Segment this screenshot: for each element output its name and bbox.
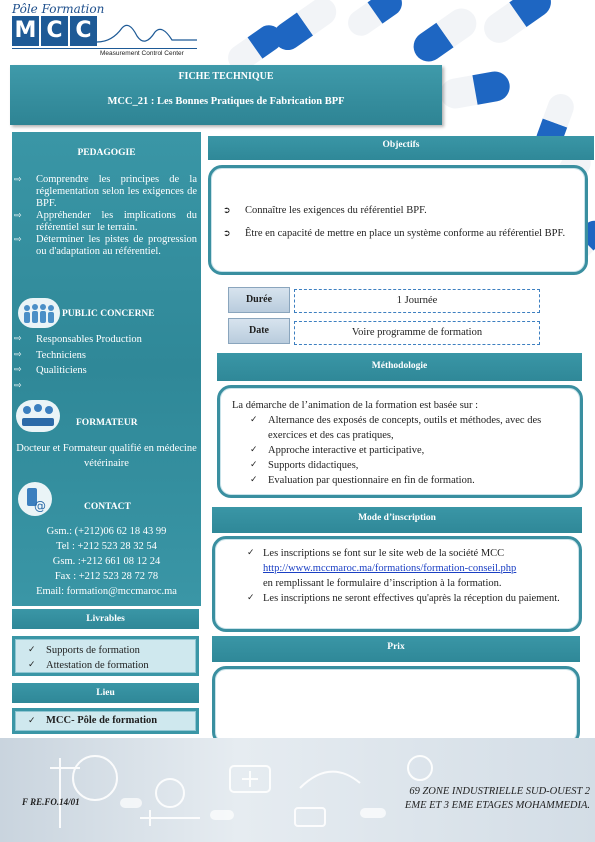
address-line-2: EME ET 3 EME ETAGES MOHAMMEDIA. <box>404 800 590 811</box>
arrow-icon: ⇨ <box>14 175 22 185</box>
methodologie-title: Méthodologie <box>217 353 582 381</box>
contact-fax: Fax : +212 523 28 72 78 <box>54 571 159 582</box>
list-item: ⇨ Techniciens <box>14 348 197 364</box>
public-list <box>14 332 197 391</box>
inscription-box <box>212 536 582 632</box>
arrow-icon: ⇨ <box>14 380 22 391</box>
footer-address <box>355 785 590 813</box>
check-icon: ✓ <box>250 415 258 425</box>
contact-icon <box>18 482 52 516</box>
list-item: ⇨ Qualiticiens <box>14 363 197 379</box>
list-item: ⇨ Responsables Production <box>14 332 197 348</box>
pedagogie-list <box>14 174 197 258</box>
date-value: Voire programme de formation <box>294 321 540 345</box>
livrables-title: Livrables <box>12 609 199 629</box>
livrables-list <box>16 640 195 673</box>
list-item: ✓ Les inscriptions ne seront effectives qu'après la réception du paiement. <box>247 593 560 604</box>
list-item: ➲ Être en capacité de mettre en place un système conforme au référentiel BPF. <box>217 224 573 244</box>
objectifs-box <box>208 165 588 275</box>
logo-letter: C <box>41 16 68 46</box>
list-item: ✓ Supports didactiques, <box>250 460 359 471</box>
objectifs-list <box>211 168 585 244</box>
arrow-icon: ⇨ <box>14 334 22 344</box>
formateur-text: Docteur et Formateur qualifié en médecine vétérinaire <box>16 443 197 469</box>
contact-block <box>16 524 197 599</box>
arrow-icon: ⇨ <box>14 349 22 360</box>
methodologie-list <box>220 413 580 488</box>
inscription-link[interactable]: http://www.mccmaroc.ma/formations/formation-conseil.php <box>263 563 517 574</box>
check-icon: ✓ <box>247 548 255 558</box>
people-icon <box>18 298 60 328</box>
contact-gsm-2: Gsm. :+212 661 08 12 24 <box>52 556 161 567</box>
list-item: ⇨ Déterminer les pistes de progression ou d'adaptation au référentiel. <box>14 234 197 257</box>
check-icon: ✓ <box>28 645 36 655</box>
lieu-box <box>12 708 199 734</box>
list-item: ✓ Attestation de formation <box>28 660 149 671</box>
methodologie-intro: La démarche de l’animation de la formation est basée sur : <box>232 400 479 411</box>
list-item: ✓ Les inscriptions se font sur le site web de la société MCC http://www.mccmaroc.ma/formations/formation-conseil.php en remplissant le formulaire d’inscription à la formation. <box>247 548 517 589</box>
date-label: Date <box>228 318 290 344</box>
lieu-title: Lieu <box>12 683 199 703</box>
arrow-icon: ⇨ <box>14 211 22 221</box>
inscription-title: Mode d’inscription <box>212 507 582 533</box>
check-icon: ✓ <box>28 716 36 726</box>
svg-text:@: @ <box>34 499 46 513</box>
list-item: ➲ Connaître les exigences du référentiel BPF. <box>217 201 573 221</box>
public-title: PUBLIC CONCERNE <box>62 309 155 319</box>
contact-title: CONTACT <box>84 502 131 512</box>
check-icon: ✓ <box>28 660 36 670</box>
formateur-title: FORMATEUR <box>76 418 138 428</box>
logo-rule <box>12 48 197 49</box>
methodologie-box <box>217 385 583 498</box>
duree-label: Durée <box>228 287 290 313</box>
list-item: ✓ Supports de formation <box>28 645 140 656</box>
inscription-list <box>215 539 579 606</box>
left-sidebar <box>12 132 201 606</box>
check-icon: ✓ <box>250 460 258 470</box>
form-reference: F RE.FO.14/01 <box>22 797 80 807</box>
prix-box <box>212 666 580 746</box>
logo-letter: M <box>12 16 39 46</box>
prix-title: Prix <box>212 636 580 662</box>
contact-tel: Tel : +212 523 28 32 54 <box>56 541 157 552</box>
sheet-title: FICHE TECHNIQUE <box>178 71 274 82</box>
objectifs-title: Objectifs <box>208 136 594 160</box>
list-item: ✓ Alternance des exposés de concepts, outils et méthodes, avec des exercices et des cas pratiques, <box>250 415 542 441</box>
lieu-value: MCC- Pôle de formation <box>46 715 158 726</box>
check-icon: ✓ <box>247 593 255 603</box>
pedagogie-title: PEDAGOGIE <box>77 148 136 158</box>
bullet-arrow-icon: ➲ <box>223 229 231 239</box>
arrow-icon: ⇨ <box>14 235 22 245</box>
check-icon: ✓ <box>250 445 258 455</box>
header-banner <box>10 65 442 125</box>
list-item: ✓ Evaluation par questionnaire en fin de formation. <box>250 475 475 486</box>
logo-letter: C <box>70 16 97 46</box>
check-icon: ✓ <box>250 475 258 485</box>
livrables-box <box>12 636 199 676</box>
arrow-icon: ⇨ <box>14 365 22 375</box>
contact-email[interactable]: Email: formation@mccmaroc.ma <box>36 586 177 597</box>
bullet-arrow-icon: ➲ <box>223 206 231 216</box>
address-line-1: 69 ZONE INDUSTRIELLE SUD-OUEST 2 <box>409 786 590 797</box>
duree-value: 1 Journée <box>294 289 540 313</box>
logo-subtitle: Measurement Control Center <box>100 50 184 57</box>
list-item: ✓ Approche interactive et participative, <box>250 445 425 456</box>
meeting-icon <box>16 400 60 432</box>
list-item: ⇨ Appréhender les implications du référentiel sur le terrain. <box>14 210 197 233</box>
logo-wave-icon <box>97 22 197 48</box>
contact-gsm-1: Gsm.: (+212)06 62 18 43 99 <box>46 526 167 537</box>
course-title: MCC_21 : Les Bonnes Pratiques de Fabrication BPF <box>107 96 345 107</box>
list-item: ⇨ Comprendre les principes de la réglementation selon les exigences de BPF. <box>14 174 197 209</box>
logo-script: Pôle Formation <box>12 2 105 16</box>
